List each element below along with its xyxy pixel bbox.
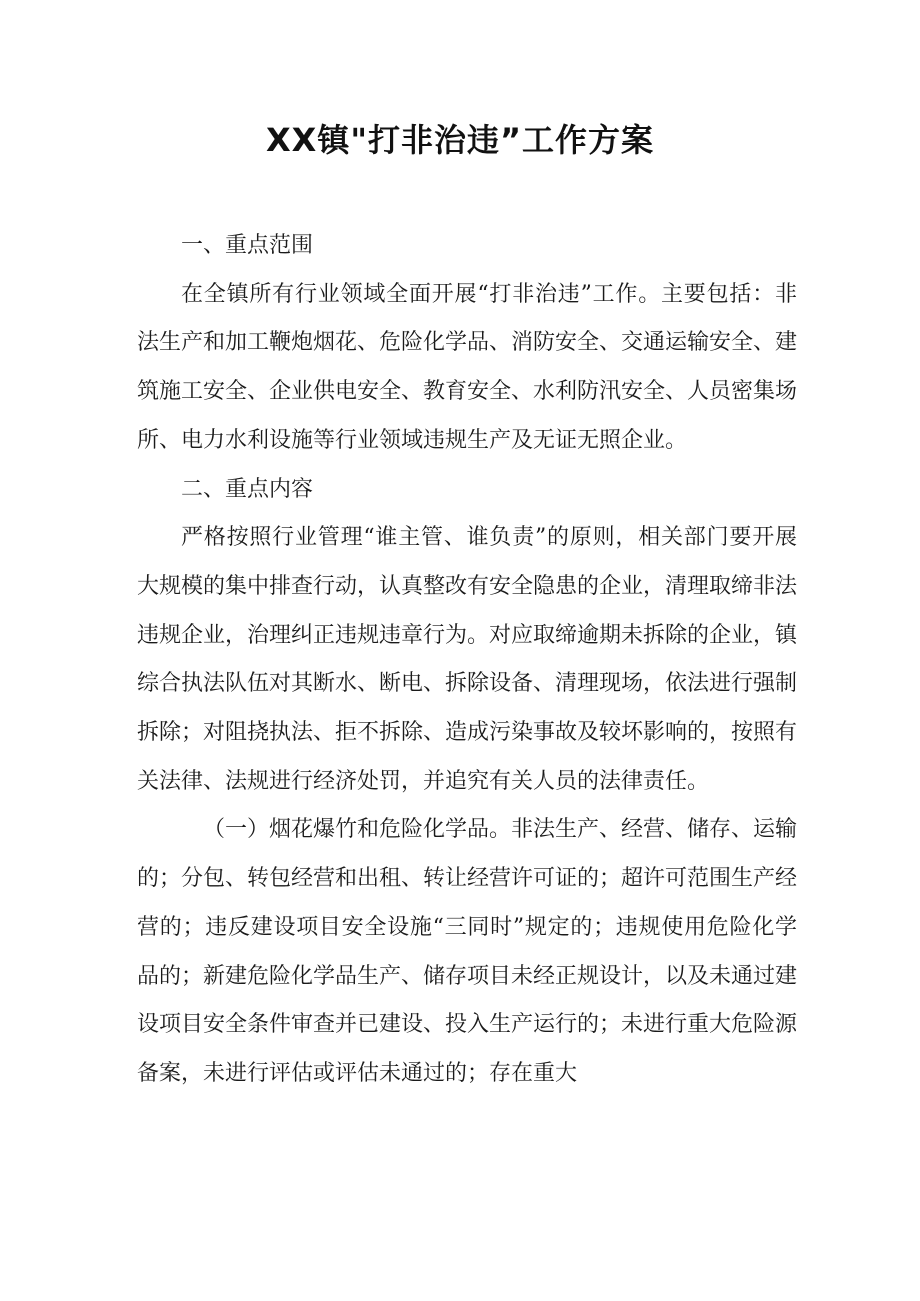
document-title: XX镇"打非治违”工作方案 bbox=[265, 121, 655, 159]
paragraph-content: 严格按照行业管理“谁主管、谁负责”的原则，相关部门要开展大规模的集中排查行动，认真整改有安全隐患的企业，清理取缔非法违规企业，治理纠正违规违章行为。对应取缔逾期未拆除的企业，镇综合执法队伍对其断水、断电、拆除设备、清理现场，依法进行强制拆除；对阻挠执法、拒不拆除、造成污染事故及较坏影响的，按照有关法律、法规进行经济处罚，并追究有关人员的法律责任。 bbox=[137, 525, 798, 794]
paragraph-scope: 在全镇所有行业领域全面开展“打非治违”工作。主要包括：非法生产和加工鞭炮烟花、危险化学品、消防安全、交通运输安全、建筑施工安全、企业供电安全、教育安全、水利防汛安全、人员密集场所、电力水利设施等行业领域违规生产及无证无照企业。 bbox=[137, 281, 798, 453]
section-heading-content: 二、重点内容 bbox=[181, 476, 314, 502]
section-heading-scope: 一、重点范围 bbox=[181, 233, 314, 258]
paragraph-fireworks-chemicals: （一）烟花爆竹和危险化学品。非法生产、经营、储存、运输的；分包、转包经营和出租、转让经营许可证的；超许可范围生产经营的；违反建设项目安全设施“三同时”规定的；违规使用危险化学品的；新建危险化学品生产、储存项目未经正规设计，以及未通过建设项目安全条件审查并已建设、投入生产运行的；未进行重大危险源备案，未进行评估或评估未通过的；存在重大 bbox=[137, 817, 798, 1086]
document-body bbox=[137, 222, 797, 1099]
